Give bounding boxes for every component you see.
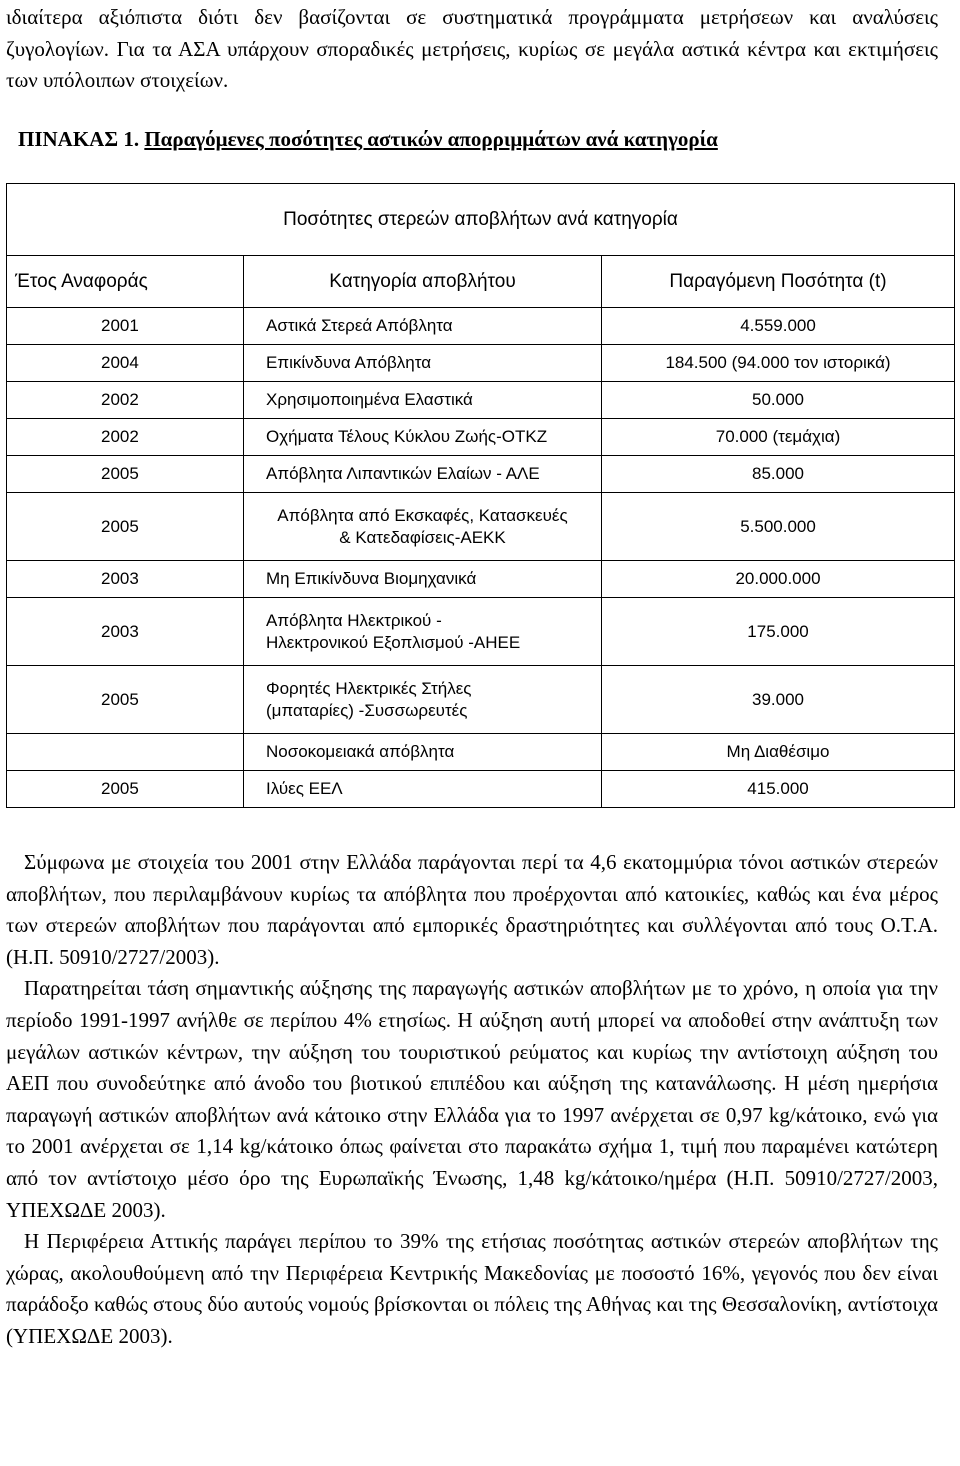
cell-category: Νοσοκομειακά απόβλητα <box>244 734 602 771</box>
body-paragraph: Η Περιφέρεια Αττικής παράγει περίπου το 39% της ετήσιας ποσότητας αστικών στερεών αποβλήτων της χώρας, ακολουθούμενη από την Περιφέρεια Κεντρικής Μακεδονίας με ποσοστό 16%, γεγονός που δεν είναι παράδοξο καθώς στους δύο αυτούς νομούς βρίσκονται οι πόλεις της Αθήνας και της Θεσσαλονίκη, αντίστοιχα (ΥΠΕΧΩΔΕ 2003). <box>6 1229 938 1348</box>
cell-category: Επικίνδυνα Απόβλητα <box>244 345 602 382</box>
cell-category: Αστικά Στερεά Απόβλητα <box>244 308 602 345</box>
cell-year: 2003 <box>7 561 244 598</box>
cell-quantity: 4.559.000 <box>602 308 955 345</box>
cell-quantity: 39.000 <box>602 666 955 734</box>
table-row <box>7 382 955 419</box>
table-row <box>7 456 955 493</box>
cell-quantity: 20.000.000 <box>602 561 955 598</box>
cell-year: 2005 <box>7 666 244 734</box>
cell-category: Ιλύες ΕΕΛ <box>244 771 602 808</box>
table-row <box>7 598 955 666</box>
cell-quantity: 415.000 <box>602 771 955 808</box>
table-title-text: Παραγόμενες ποσότητες αστικών απορριμμάτων ανά κατηγορία <box>144 127 718 151</box>
cell-year: 2001 <box>7 308 244 345</box>
intro-text-block <box>6 2 938 97</box>
table-header-row <box>7 256 955 308</box>
cell-category: Χρησιμοποιημένα Ελαστικά <box>244 382 602 419</box>
cell-quantity: 50.000 <box>602 382 955 419</box>
cell-year: 2005 <box>7 771 244 808</box>
table-row <box>7 345 955 382</box>
cell-year: 2005 <box>7 493 244 561</box>
table-title <box>18 124 718 154</box>
cell-quantity: 70.000 (τεμάχια) <box>602 419 955 456</box>
table-row <box>7 493 955 561</box>
cell-category <box>244 666 602 734</box>
cell-quantity: Μη Διαθέσιμο <box>602 734 955 771</box>
cell-quantity: 175.000 <box>602 598 955 666</box>
table-row <box>7 308 955 345</box>
body-text-block <box>6 847 938 1353</box>
cell-year: 2003 <box>7 598 244 666</box>
cell-category: Απόβλητα Λιπαντικών Ελαίων - ΑΛΕ <box>244 456 602 493</box>
cell-year: 2004 <box>7 345 244 382</box>
table-row <box>7 666 955 734</box>
cell-year: 2005 <box>7 456 244 493</box>
table-row <box>7 561 955 598</box>
waste-quantities-table <box>6 183 955 808</box>
body-paragraph: Παρατηρείται τάση σημαντικής αύξησης της παραγωγής αστικών αποβλήτων με το χρόνο, η οποία για την περίοδο 1991-1997 ανήλθε σε περίπου 4% ετησίως. Η αύξηση αυτή μπορεί να αποδοθεί στην ανάπτυξη των μεγάλων αστικών κέντρων, την αύξηση του τουριστικού ρεύματος και κυρίως την αντίστοιχη αύξηση του ΑΕΠ που συνοδεύτηκε από άνοδο του βιοτικού επιπέδου και αύξηση της κατανάλωσης. Η μέση ημερήσια παραγωγή αστικών αποβλήτων ανά κάτοικο στην Ελλάδα για το 1997 ανέρχεται σε 0,97 kg/κάτοικο, ενώ για το 2001 ανέρχεται σε 1,14 kg/κάτοικο όπως φαίνεται στο παρακάτω σχήμα 1, τιμή που παραμένει κατώτερη από τον αντίστοιχο μέσο όρο της Ευρωπαϊκής Ένωσης, 1,48 kg/κάτοικο/ημέρα (Η.Π. 50910/2727/2003, ΥΠΕΧΩΔΕ 2003). <box>6 976 938 1222</box>
table-row <box>7 771 955 808</box>
table-caption: Ποσότητες στερεών αποβλήτων ανά κατηγορία <box>7 184 955 256</box>
table-row <box>7 419 955 456</box>
cell-category <box>244 493 602 561</box>
body-paragraph: Σύμφωνα με στοιχεία του 2001 στην Ελλάδα παράγονται περί τα 4,6 εκατομμύρια τόνοι αστικών στερεών αποβλήτων, που περιλαμβάνουν κυρίως τα απόβλητα που προέρχονται από κατοικίες, καθώς και ένα μέρος των στερεών αποβλήτων που παράγονται από εμπορικές δραστηριότητες και συλλέγονται από τους Ο.Τ.Α. (Η.Π. 50910/2727/2003). <box>6 850 938 969</box>
cell-category: Μη Επικίνδυνα Βιομηχανικά <box>244 561 602 598</box>
cell-year: 2002 <box>7 419 244 456</box>
cell-category <box>244 598 602 666</box>
cell-category: Οχήματα Τέλους Κύκλου Ζωής-ΟΤΚΖ <box>244 419 602 456</box>
table-row <box>7 734 955 771</box>
cell-category-line: Απόβλητα από Εκσκαφές, Κατασκευές <box>277 505 568 525</box>
intro-paragraph: ιδιαίτερα αξιόπιστα διότι δεν βασίζονται σε συστηματικά προγράμματα μετρήσεων και αναλύσεις ζυγολογίων. Για τα ΑΣΑ υπάρχουν σποραδικές μετρήσεις, κυρίως σε μεγάλα αστικά κέντρα και εκτιμήσεις των υπόλοιπων στοιχείων. <box>6 5 938 92</box>
cell-quantity: 184.500 (94.000 τον ιστορικά) <box>602 345 955 382</box>
cell-category-line: & Κατεδαφίσεις-ΑΕΚΚ <box>339 527 506 547</box>
header-quantity: Παραγόμενη Ποσότητα (t) <box>602 256 955 308</box>
header-year: Έτος Αναφοράς <box>7 256 244 308</box>
table-title-label: ΠΙΝΑΚΑΣ 1. <box>18 127 140 151</box>
cell-category-line: (μπαταρίες) -Συσσωρευτές <box>266 700 468 720</box>
cell-category-line: Φορητές Ηλεκτρικές Στήλες <box>266 678 472 698</box>
cell-quantity: 5.500.000 <box>602 493 955 561</box>
header-category: Κατηγορία αποβλήτου <box>244 256 602 308</box>
cell-year: 2002 <box>7 382 244 419</box>
cell-category-line: Ηλεκτρονικού Εξοπλισμού -ΑΗΕΕ <box>266 632 521 652</box>
cell-category-line: Απόβλητα Ηλεκτρικού - <box>266 610 442 630</box>
cell-year <box>7 734 244 771</box>
cell-quantity: 85.000 <box>602 456 955 493</box>
